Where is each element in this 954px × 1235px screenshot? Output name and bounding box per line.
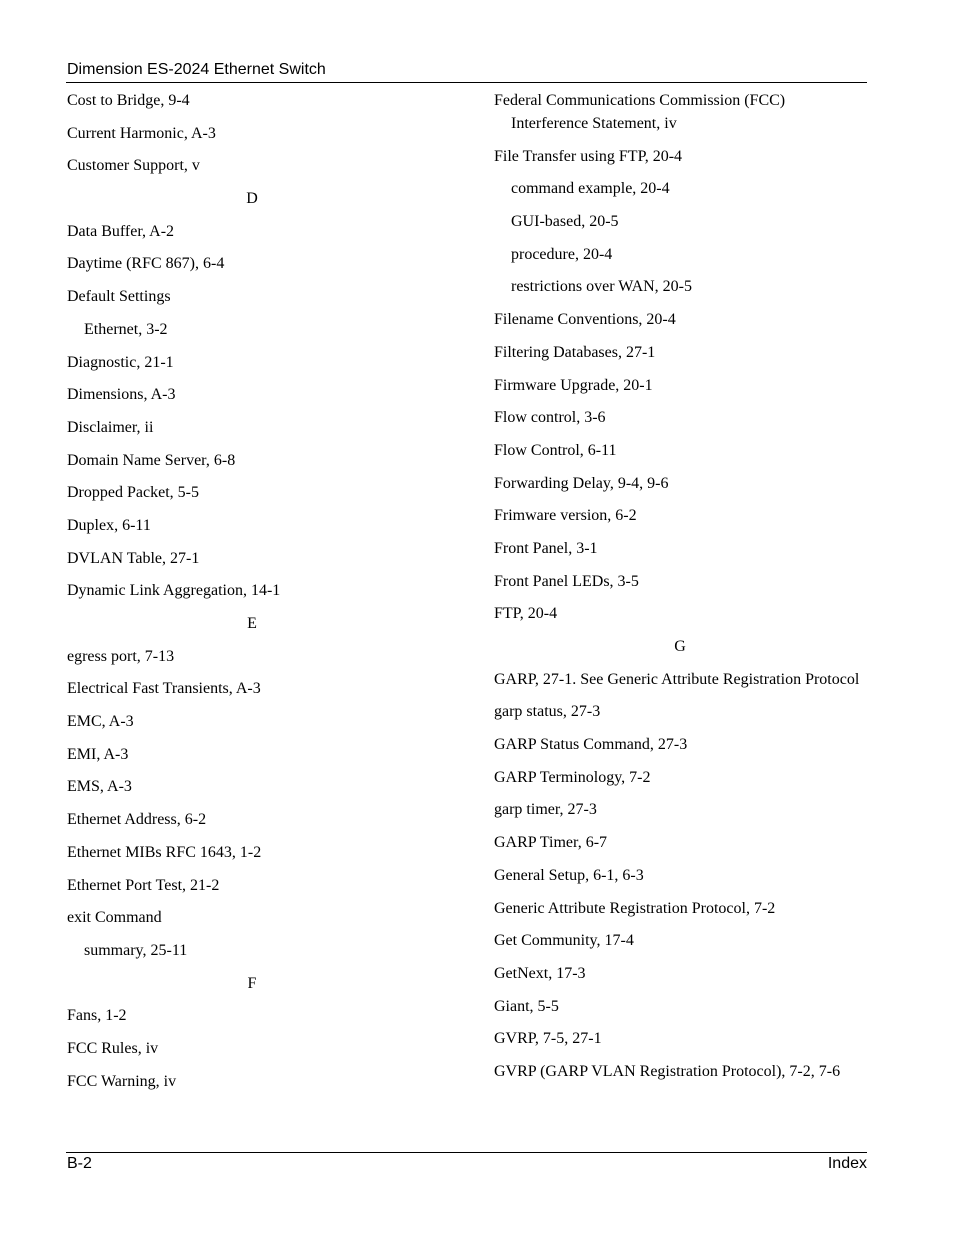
index-entry: Domain Name Server, 6-8 <box>67 451 236 469</box>
index-entry: Frimware version, 6-2 <box>494 507 637 525</box>
index-entry: GARP, 27-1. See Generic Attribute Registration Protocol <box>494 670 860 688</box>
index-entry: Current Harmonic, A-3 <box>67 124 216 142</box>
index-letter-heading: E <box>247 615 257 632</box>
index-entry: General Setup, 6-1, 6-3 <box>494 866 644 884</box>
index-entry: Firmware Upgrade, 20-1 <box>494 376 653 394</box>
index-entry: Fans, 1-2 <box>67 1007 127 1025</box>
index-subentry: procedure, 20-4 <box>511 245 613 263</box>
index-subentry: command example, 20-4 <box>511 180 670 198</box>
index-subentry: GUI-based, 20-5 <box>511 213 619 231</box>
index-entry: Cost to Bridge, 9-4 <box>67 92 190 109</box>
index-entry: Ethernet MIBs RFC 1643, 1-2 <box>67 843 262 861</box>
index-entry: garp status, 27-3 <box>494 703 601 721</box>
index-letter-heading: D <box>246 190 258 208</box>
index-entry: Forwarding Delay, 9-4, 9-6 <box>494 474 669 492</box>
index-entry: GVRP, 7-5, 27-1 <box>494 1030 602 1048</box>
index-entry: FCC Warning, iv <box>67 1072 177 1090</box>
index-entry: Dimensions, A-3 <box>67 386 176 404</box>
index-entry: Filtering Databases, 27-1 <box>494 343 656 361</box>
index-entry: Daytime (RFC 867), 6-4 <box>67 255 225 273</box>
index-entry: Giant, 5-5 <box>494 997 559 1015</box>
index-entry: Ethernet Port Test, 21-2 <box>67 876 220 894</box>
index-entry: exit Command <box>67 909 162 927</box>
index-entry: Filename Conventions, 20-4 <box>494 311 676 329</box>
index-left-column <box>67 89 437 1102</box>
index-entry: Generic Attribute Registration Protocol, 7-2 <box>494 899 776 917</box>
index-subentry: restrictions over WAN, 20-5 <box>511 278 692 296</box>
section-name: Index <box>827 1155 867 1172</box>
index-entry: Front Panel LEDs, 3-5 <box>494 572 639 590</box>
index-entry: Customer Support, v <box>67 157 200 175</box>
index-letter-heading: F <box>247 974 257 992</box>
index-entry: Federal Communications Commission (FCC) Interference Statement, iv <box>494 92 786 132</box>
index-entry: Duplex, 6-11 <box>67 516 151 534</box>
index-entry: Get Community, 17-4 <box>494 932 634 950</box>
index-entry: Flow control, 3-6 <box>494 409 606 427</box>
running-header-title: Dimension ES-2024 Ethernet Switch <box>67 61 326 78</box>
index-entry: garp timer, 27-3 <box>494 801 597 819</box>
footer-rule <box>66 1152 867 1153</box>
index-entry: EMC, A-3 <box>67 713 134 731</box>
index-entry: GARP Terminology, 7-2 <box>494 768 651 786</box>
index-entry: Front Panel, 3-1 <box>494 539 598 557</box>
index-entry: FTP, 20-4 <box>494 605 558 623</box>
index-entry: DVLAN Table, 27-1 <box>67 549 200 567</box>
index-entry: GetNext, 17-3 <box>494 964 586 982</box>
index-entry: Diagnostic, 21-1 <box>67 353 174 371</box>
index-entry: Dropped Packet, 5-5 <box>67 484 199 502</box>
index-right-column <box>494 89 866 1093</box>
index-subentry: Ethernet, 3-2 <box>84 320 168 338</box>
index-entry: egress port, 7-13 <box>67 647 175 665</box>
index-subentry: summary, 25-11 <box>84 941 188 959</box>
page-number: B-2 <box>67 1155 92 1172</box>
index-entry: Dynamic Link Aggregation, 14-1 <box>67 582 281 600</box>
index-entry: Disclaimer, ii <box>67 418 154 436</box>
index-entry: File Transfer using FTP, 20-4 <box>494 147 683 165</box>
index-entry: GVRP (GARP VLAN Registration Protocol), 7-2, 7-6 <box>494 1062 841 1080</box>
index-letter-heading: G <box>674 638 686 655</box>
index-entry: Flow Control, 6-11 <box>494 441 617 459</box>
index-entry: Ethernet Address, 6-2 <box>67 811 207 829</box>
index-entry: Default Settings <box>67 288 171 306</box>
index-entry: EMS, A-3 <box>67 778 132 796</box>
index-entry: GARP Timer, 6-7 <box>494 834 608 852</box>
index-entry: Data Buffer, A-2 <box>67 222 175 240</box>
index-entry: FCC Rules, iv <box>67 1039 159 1057</box>
index-entry: Electrical Fast Transients, A-3 <box>67 680 261 698</box>
index-entry: GARP Status Command, 27-3 <box>494 736 688 754</box>
header-rule <box>66 82 867 83</box>
index-entry: EMI, A-3 <box>67 745 129 763</box>
